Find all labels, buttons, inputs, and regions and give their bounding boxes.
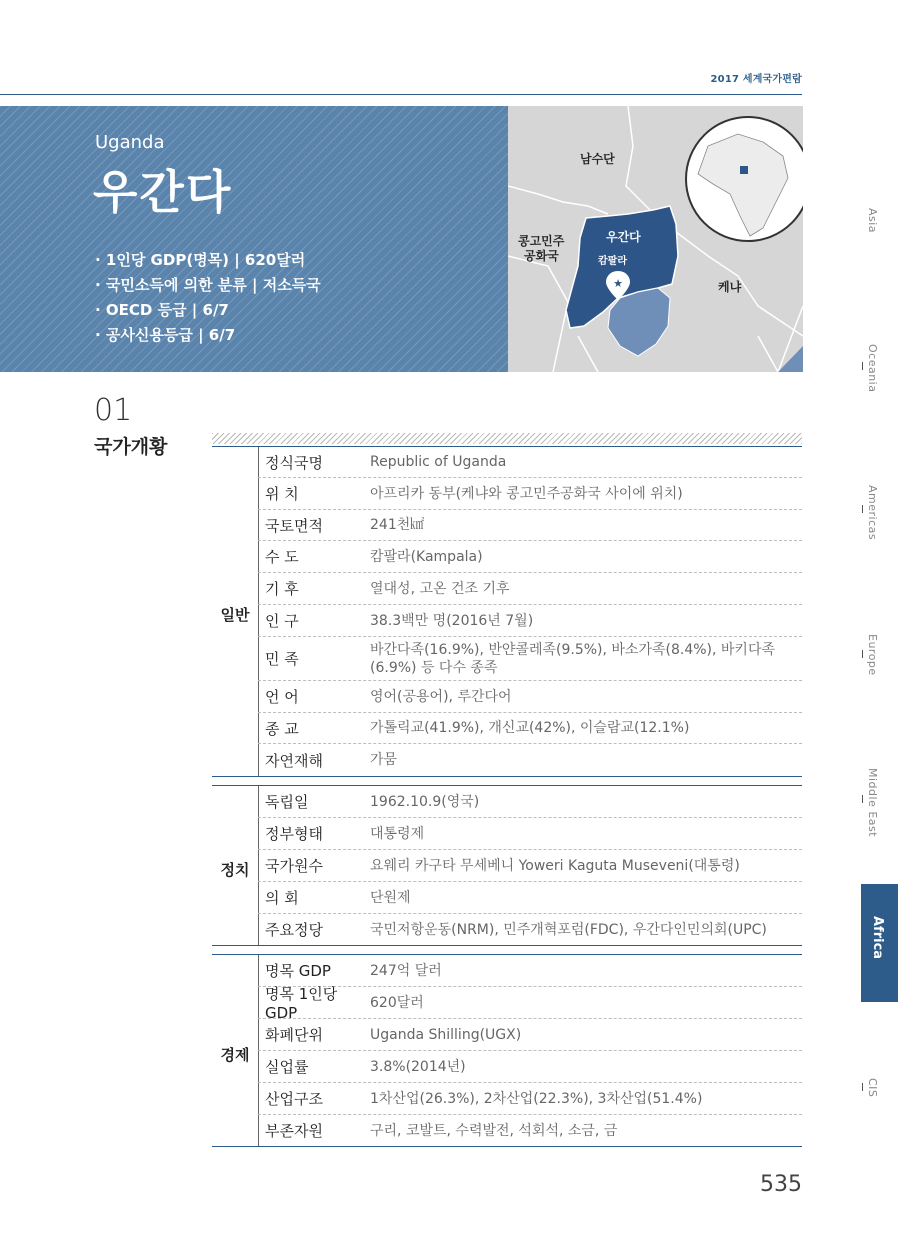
row-key: 수 도	[258, 541, 370, 572]
table-row	[258, 1115, 802, 1146]
label-kampala: 캄팔라	[598, 256, 627, 267]
side-tab-europe[interactable]: Europe	[866, 634, 879, 676]
table-row	[258, 510, 802, 541]
row-value: 620달러	[370, 994, 424, 1011]
side-tab-asia[interactable]: Asia	[866, 208, 879, 234]
table-row	[258, 447, 802, 478]
row-value: 247억 달러	[370, 962, 442, 979]
row-value: 1962.10.9(영국)	[370, 793, 480, 810]
table-row	[258, 713, 802, 744]
country-banner	[0, 106, 508, 372]
page-number: 535	[760, 1172, 802, 1197]
row-value: 열대성, 고온 건조 기후	[370, 580, 510, 597]
inset-uganda-marker	[740, 166, 748, 174]
table-row	[258, 818, 802, 850]
table-row	[258, 681, 802, 713]
group-label-economy: 경제	[220, 1046, 250, 1064]
row-value: 1차산업(26.3%), 2차산업(22.3%), 3차산업(51.4%)	[370, 1090, 703, 1107]
side-tab-africa-active[interactable]	[861, 884, 898, 1002]
row-key: 자연재해	[258, 744, 370, 776]
table-row	[258, 605, 802, 637]
row-value: 38.3백만 명(2016년 7월)	[370, 612, 534, 629]
table-row	[258, 850, 802, 882]
row-key: 정식국명	[258, 447, 370, 477]
row-value: 가뭄	[370, 752, 398, 768]
side-tick	[862, 1083, 863, 1091]
row-key: 주요정당	[258, 914, 370, 945]
row-value: 단원제	[370, 889, 411, 906]
summary-income-class: · 국민소득에 의한 분류 | 저소득국	[95, 276, 321, 294]
section-hatch-bar	[212, 433, 802, 444]
side-tick	[862, 650, 863, 658]
country-summary-list	[95, 248, 321, 348]
table-row	[258, 478, 802, 510]
side-tick	[862, 505, 863, 513]
kampala-star-icon: ★	[613, 277, 623, 290]
label-south-sudan: 남수단	[580, 152, 615, 166]
side-tab-cis[interactable]: CIS	[866, 1078, 879, 1098]
row-key: 실업률	[258, 1051, 370, 1082]
label-kenya: 케냐	[718, 280, 742, 294]
section-number: 01	[94, 393, 133, 428]
row-key: 화폐단위	[258, 1019, 370, 1050]
table-row	[258, 786, 802, 818]
row-value: 가톨릭교(41.9%), 개신교(42%), 이슬람교(12.1%)	[370, 720, 690, 736]
row-key: 정부형태	[258, 818, 370, 849]
row-value: 바간다족(16.9%), 반얀콜레족(9.5%), 바소가족(8.4%), 바키다족 (6.9%) 등 다수 종족	[370, 641, 775, 676]
row-key: 부존자원	[258, 1115, 370, 1146]
label-drc-line2: 공화국	[524, 249, 559, 263]
summary-gdp: · 1인당 GDP(명목) | 620달러	[95, 251, 306, 269]
row-key: 의 회	[258, 882, 370, 913]
summary-credit-grade: · 공사신용등급 | 6/7	[95, 326, 236, 344]
country-name-ko: 우간다	[93, 165, 233, 219]
row-key: 위 치	[258, 478, 370, 509]
row-value: 영어(공용어), 루간다어	[370, 688, 512, 705]
row-key: 명목 1인당 GDP	[258, 987, 370, 1018]
group-label-politics: 정치	[220, 861, 250, 879]
country-name-en: Uganda	[95, 132, 165, 153]
table-row	[258, 744, 802, 776]
table-row	[258, 882, 802, 914]
row-value: 캄팔라(Kampala)	[370, 548, 483, 565]
table-row	[258, 914, 802, 945]
row-key: 민 족	[258, 637, 370, 680]
table-row	[258, 1083, 802, 1115]
row-value: Uganda Shilling(UGX)	[370, 1026, 522, 1043]
label-uganda: 우간다	[606, 230, 641, 244]
group-rule-politics	[212, 776, 802, 777]
row-value: 국민저항운동(NRM), 민주개혁포럼(FDC), 우간다인민의회(UPC)	[370, 921, 767, 938]
row-value: 대통령제	[370, 825, 425, 842]
row-key: 산업구조	[258, 1083, 370, 1114]
table-row	[258, 637, 802, 681]
row-value: Republic of Uganda	[370, 454, 507, 470]
row-key: 언 어	[258, 681, 370, 712]
side-tab-africa-label: Africa	[870, 916, 885, 960]
side-tab-middle-east[interactable]: Middle East	[866, 768, 879, 838]
side-tab-oceania[interactable]: Oceania	[866, 344, 879, 393]
table-row	[258, 985, 802, 1022]
table-row	[258, 541, 802, 573]
row-key: 인 구	[258, 605, 370, 636]
side-tick	[862, 362, 863, 370]
table-row	[258, 1019, 802, 1051]
row-value: 아프리카 동부(케냐와 콩고민주공화국 사이에 위치)	[370, 485, 683, 502]
summary-oecd-grade: · OECD 등급 | 6/7	[95, 301, 229, 319]
row-key: 명목 GDP	[258, 955, 370, 986]
group-label-general: 일반	[220, 606, 250, 624]
table-row	[258, 573, 802, 605]
row-value: 요웨리 카구타 무세베니 Yoweri Kaguta Museveni(대통령)	[370, 857, 740, 874]
table-bottom-rule	[212, 1146, 802, 1147]
row-value: 241천㎢	[370, 517, 425, 533]
section-title: 국가개황	[94, 436, 168, 458]
book-title: 2017 세계국가편람	[710, 74, 802, 85]
uganda-map	[508, 106, 803, 372]
table-row	[258, 1051, 802, 1083]
row-value: 3.8%(2014년)	[370, 1058, 466, 1075]
row-key: 국토면적	[258, 510, 370, 540]
side-tab-americas[interactable]: Americas	[866, 485, 879, 541]
row-value: 구리, 코발트, 수력발전, 석회석, 소금, 금	[370, 1122, 618, 1139]
group-rule-economy	[212, 945, 802, 946]
row-key: 종 교	[258, 713, 370, 743]
row-key: 기 후	[258, 573, 370, 604]
label-drc-line1: 콩고민주	[518, 234, 565, 248]
row-key: 국가원수	[258, 850, 370, 881]
side-tick	[862, 795, 863, 803]
row-key: 독립일	[258, 786, 370, 817]
header-rule	[0, 94, 802, 95]
